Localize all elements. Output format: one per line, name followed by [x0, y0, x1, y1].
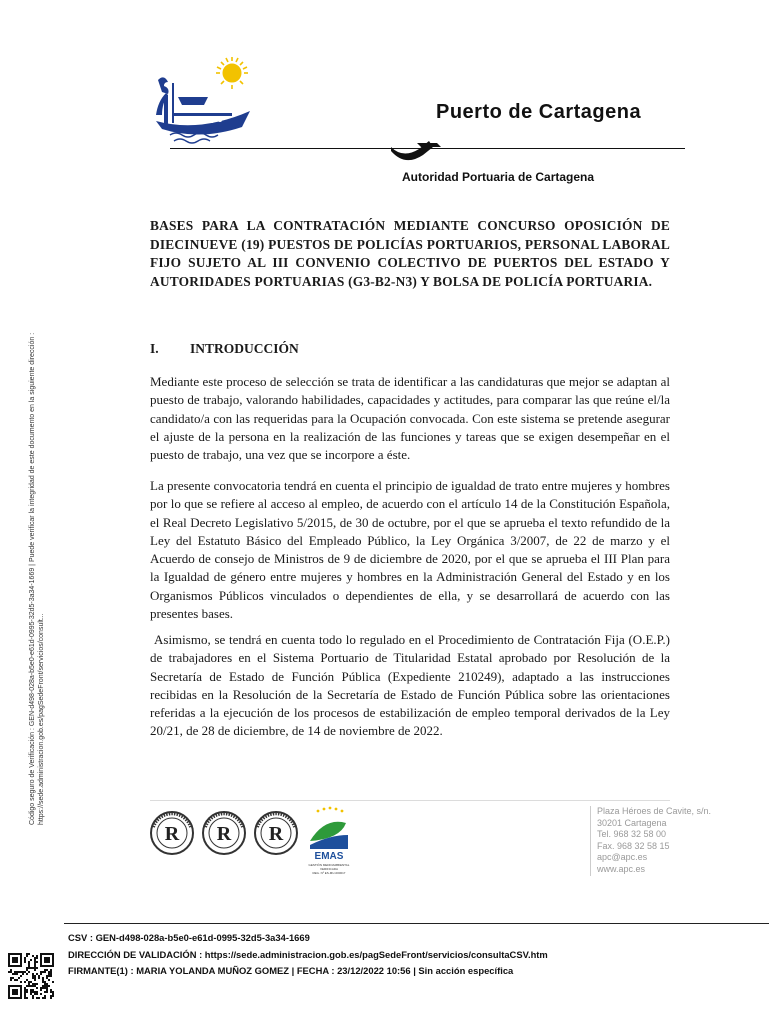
section-number: I. — [150, 341, 159, 356]
svg-text:EMAS: EMAS — [314, 851, 344, 862]
document-title: BASES PARA LA CONTRATACIÓN MEDIANTE CONCURSO OPOSICIÓN DE DIECINUEVE (19) PUESTOS DE POLICÍAS PORTUARIOS, PERSONAL LABORAL FIJO SUJETO AL III CONVENIO COLECTIVO DE PUERTOS DEL ESTADO Y AUTORIDADES PORTUARIAS (G3-B2-N3) Y BOLSA DE POLICÍA PORTUARIA. — [150, 218, 670, 289]
section-title: INTRODUCCIÓN — [190, 341, 299, 356]
svg-text:R: R — [216, 823, 232, 845]
port-logo-icon — [150, 55, 260, 155]
verification-side-note — [28, 305, 46, 825]
svg-text:GESTIÓN MEDIOAMBIENTAL: GESTIÓN MEDIOAMBIENTAL — [308, 863, 350, 867]
phone-line: Tel. 968 32 58 00 — [597, 829, 667, 840]
svg-text:VERIFICADA: VERIFICADA — [319, 867, 339, 871]
authority-name: Autoridad Portuaria de Cartagena — [402, 170, 595, 184]
emas-logo-icon — [309, 807, 350, 875]
email-link[interactable]: apc@apc.es — [597, 852, 648, 863]
svg-text:REG. Nº ES-MU-000017: REG. Nº ES-MU-000017 — [312, 871, 346, 875]
validation-divider — [64, 923, 769, 924]
qr-code-icon — [8, 953, 54, 999]
side-note-line-1: Código seguro de Verificación : GEN-d498-028a-b5e0-e61d-0995-32d5-3a34-1669 | Puede verificar la integridad de este documento en la siguiente dirección : — [29, 332, 36, 825]
certification-logos — [150, 805, 365, 875]
address-line: 30201 Cartagena — [597, 817, 667, 828]
svg-text:R: R — [164, 823, 180, 845]
aenor-environment-seal-icon — [255, 812, 297, 854]
iqnet-certification-seal-icon — [151, 812, 193, 854]
paragraph: Asimismo, se tendrá en cuenta todo lo regulado en el Procedimiento de Contratación Fija (O.E.P.) de trabajadores en el Sistema Portuario de Titularidad Estatal aprobado por Resolución de la Secretaría de Estado de Función Pública (Expediente 210249), adaptado a las instrucciones recibidas en la Resolución de la Secretaría de Estado de Función Pública sobre las orientaciones referidas a la ejecución de los procesos de estabilización de empleo temporal derivados de la Ley 20/21, de 28 de diciembre, de 14 de noviembre de 2022. — [150, 632, 670, 739]
website-link[interactable]: www.apc.es — [597, 863, 646, 874]
fax-line: Fax. 968 32 58 15 — [597, 840, 670, 851]
address-block — [590, 806, 711, 876]
address-line: Plaza Héroes de Cavite, s/n. — [597, 806, 712, 816]
signer-line: FIRMANTE(1) : MARIA YOLANDA MUÑOZ GOMEZ | FECHA : 23/12/2022 10:56 | Sin acción específica — [68, 965, 514, 976]
validation-url[interactable]: DIRECCIÓN DE VALIDACIÓN : https://sede.administracion.gob.es/pagSedeFront/servicios/consultaCSV.htm — [68, 948, 548, 960]
validation-block — [68, 930, 548, 980]
svg-text:R: R — [268, 823, 284, 845]
org-name: Puerto de Cartagena — [436, 101, 642, 123]
side-note-line-2: https://sede.administracion.gob.es/pagSedeFront/servicios/consult... — [38, 613, 45, 825]
csv-code: CSV : GEN-d498-028a-b5e0-e61d-0995-32d5-3a34-1669 — [68, 932, 310, 943]
paragraph: La presente convocatoria tendrá en cuenta el principio de igualdad de trato entre mujeres y hombres por lo que se refiere al acceso al empleo, de acuerdo con el artículo 14 de la Constitución Española, el Real Decreto Legislativo 5/2015, de 30 de octubre, por el que se aprueba el texto refundido de la Ley del Estatuto Básico del Empleado Público, la Ley Orgánica 3/2007, de 22 de marzo y el Acuerdo de consejo de Ministros de 9 de diciembre de 2020, por el que se aprueba el III Plan para la Igualdad de género entre mujeres y hombres en la Administración General del Estado y en los Organismos Públicos vinculados o dependientes de ella, y se desarrollará de acuerdo con las presentes bases. — [150, 478, 670, 622]
aenor-certification-seal-icon — [203, 812, 245, 854]
wave-mark-icon — [389, 137, 449, 165]
footer-divider — [150, 800, 670, 801]
paragraph: Mediante este proceso de selección se trata de identificar a las candidaturas que mejor se adaptan al puesto de trabajo, valorando habilidades, capacidades y actitudes, para comparar las que reúne el/la candidato/a con las requeridas para la Ocupación convocada. Con este sistema se pretende asegurar el ajuste de la persona en la realización de las funciones y tareas que se exigen desempeñar en el puesto de trabajo, una vez que se incorpore a éste. — [150, 374, 670, 463]
